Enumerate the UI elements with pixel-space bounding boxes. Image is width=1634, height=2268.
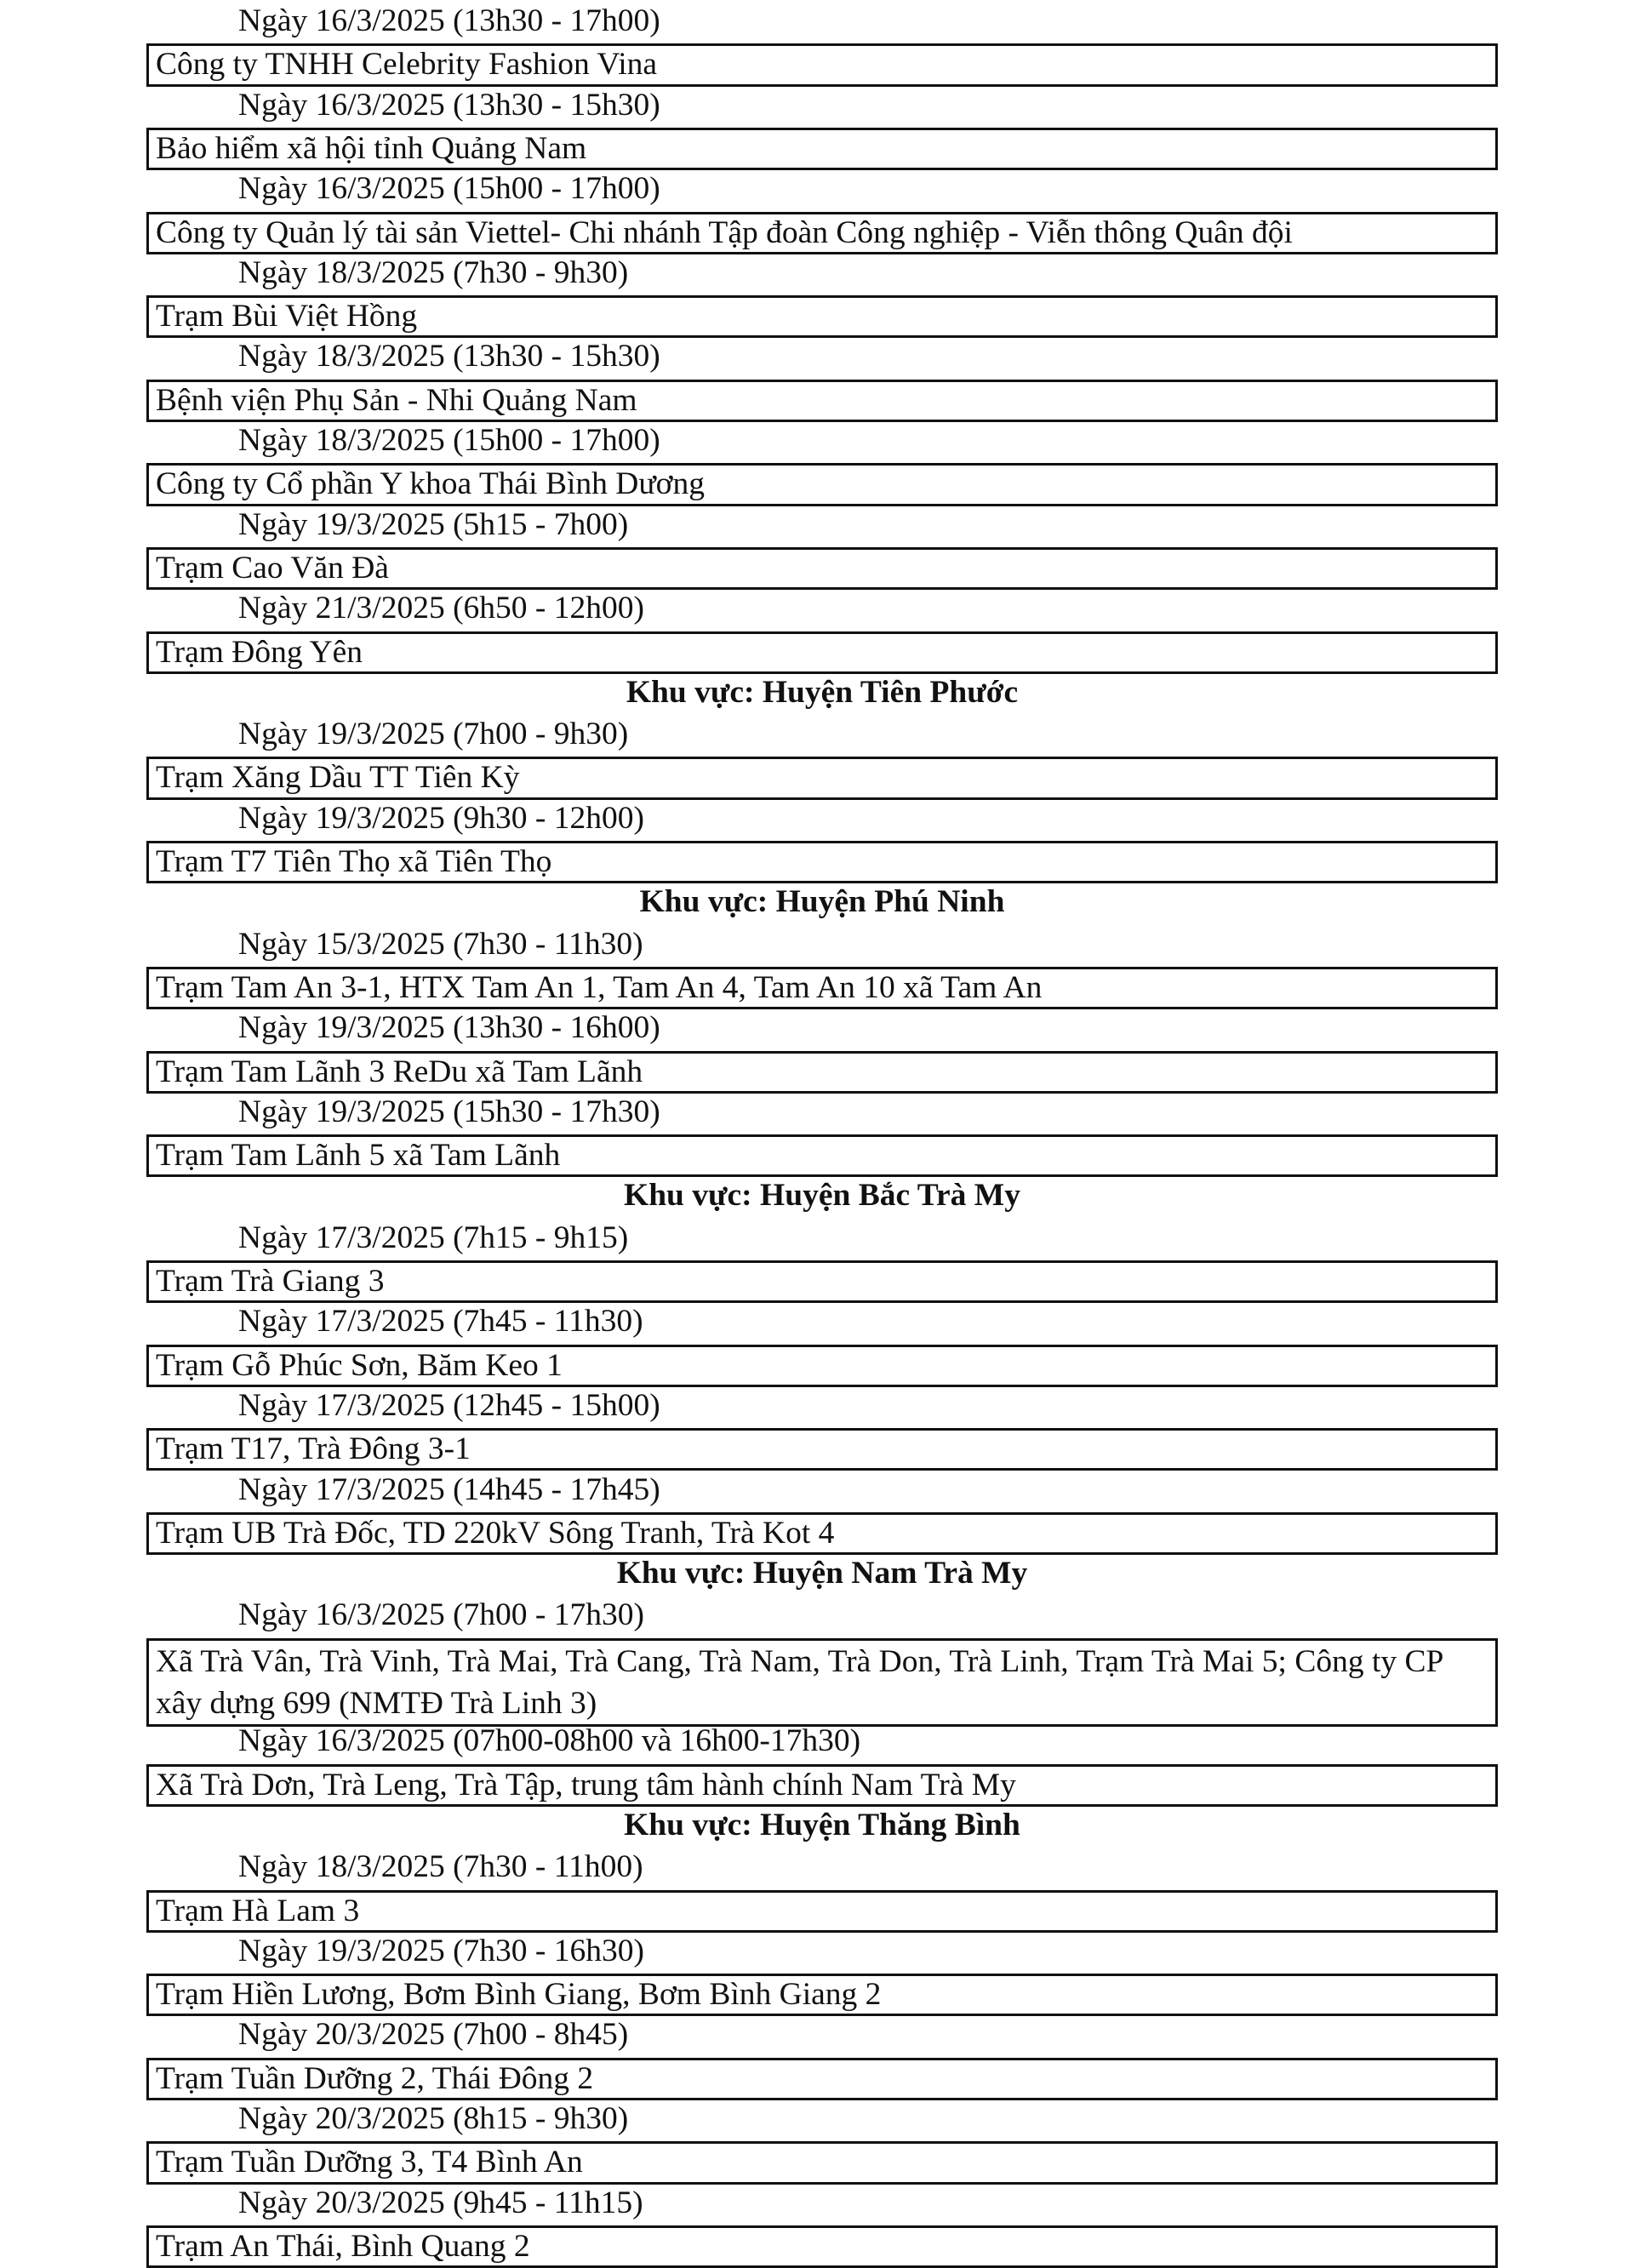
location-box: Trạm Tuần Dưỡng 2, Thái Đông 2 — [146, 2058, 1498, 2100]
location-box: Trạm T17, Trà Đông 3-1 — [146, 1428, 1498, 1471]
location-box: Bảo hiểm xã hội tỉnh Quảng Nam — [146, 128, 1498, 170]
location-box: Trạm Hà Lam 3 — [146, 1890, 1498, 1933]
location-box: Trạm An Thái, Bình Quang 2 — [146, 2225, 1498, 2268]
section-heading: Khu vực: Huyện Tiên Phước — [626, 674, 1019, 710]
location-box: Trạm T7 Tiên Thọ xã Tiên Thọ — [146, 841, 1498, 883]
location-box: Trạm Tam Lãnh 5 xã Tam Lãnh — [146, 1134, 1498, 1177]
schedule-date: Ngày 19/3/2025 (7h30 - 16h30) — [238, 1933, 645, 1968]
schedule-date: Ngày 16/3/2025 (13h30 - 15h30) — [238, 87, 660, 123]
location-box: Công ty TNHH Celebrity Fashion Vina — [146, 43, 1498, 86]
schedule-date: Ngày 16/3/2025 (7h00 - 17h30) — [238, 1597, 645, 1633]
schedule-date: Ngày 16/3/2025 (15h00 - 17h00) — [238, 171, 660, 207]
schedule-date: Ngày 18/3/2025 (15h00 - 17h00) — [238, 423, 660, 458]
schedule-date: Ngày 18/3/2025 (13h30 - 15h30) — [238, 339, 660, 374]
schedule-date: Ngày 20/3/2025 (9h45 - 11h15) — [238, 2185, 643, 2220]
location-box: Công ty Cổ phần Y khoa Thái Bình Dương — [146, 463, 1498, 506]
location-box: Trạm Gỗ Phúc Sơn, Băm Keo 1 — [146, 1345, 1498, 1387]
section-heading: Khu vực: Huyện Nam Trà My — [616, 1556, 1028, 1591]
schedule-date: Ngày 16/3/2025 (13h30 - 17h00) — [238, 3, 660, 38]
location-box: Trạm UB Trà Đốc, TD 220kV Sông Tranh, Trà Kot 4 — [146, 1512, 1498, 1555]
location-box: Trạm Xăng Dầu TT Tiên Kỳ — [146, 757, 1498, 799]
location-box: Trạm Cao Văn Đà — [146, 547, 1498, 590]
schedule-date: Ngày 18/3/2025 (7h30 - 9h30) — [238, 254, 629, 290]
location-box: Trạm Tam Lãnh 3 ReDu xã Tam Lãnh — [146, 1051, 1498, 1094]
section-heading: Khu vực: Huyện Phú Ninh — [639, 884, 1005, 920]
schedule-date: Ngày 19/3/2025 (5h15 - 7h00) — [238, 506, 629, 542]
schedule-date: Ngày 16/3/2025 (07h00-08h00 và 16h00-17h30) — [238, 1723, 861, 1759]
location-box: Trạm Đông Yên — [146, 631, 1498, 674]
schedule-date: Ngày 17/3/2025 (12h45 - 15h00) — [238, 1387, 660, 1423]
location-box: Trạm Bùi Việt Hồng — [146, 295, 1498, 338]
schedule-date: Ngày 19/3/2025 (9h30 - 12h00) — [238, 800, 645, 836]
schedule-date: Ngày 17/3/2025 (7h45 - 11h30) — [238, 1304, 643, 1340]
location-box: Xã Trà Vân, Trà Vinh, Trà Mai, Trà Cang, Trà Nam, Trà Don, Trà Linh, Trạm Trà Mai 5; Công ty CP xây dựng 699 (NMTĐ Trà Linh 3) — [146, 1638, 1498, 1727]
schedule-date: Ngày 15/3/2025 (7h30 - 11h30) — [238, 926, 643, 962]
location-box: Xã Trà Dơn, Trà Leng, Trà Tập, trung tâm hành chính Nam Trà My — [146, 1764, 1498, 1807]
location-box: Trạm Hiền Lương, Bơm Bình Giang, Bơm Bình Giang 2 — [146, 1974, 1498, 2016]
schedule-date: Ngày 19/3/2025 (7h00 - 9h30) — [238, 717, 629, 752]
location-box: Trạm Tuần Dưỡng 3, T4 Bình An — [146, 2141, 1498, 2184]
schedule-date: Ngày 17/3/2025 (7h15 - 9h15) — [238, 1220, 629, 1255]
section-heading: Khu vực: Huyện Thăng Bình — [624, 1807, 1020, 1842]
schedule-date: Ngày 20/3/2025 (7h00 - 8h45) — [238, 2017, 629, 2053]
schedule-date: Ngày 18/3/2025 (7h30 - 11h00) — [238, 1849, 643, 1885]
schedule-date: Ngày 19/3/2025 (13h30 - 16h00) — [238, 1010, 660, 1046]
location-box: Trạm Tam An 3-1, HTX Tam An 1, Tam An 4, Tam An 10 xã Tam An — [146, 967, 1498, 1009]
location-box: Bệnh viện Phụ Sản - Nhi Quảng Nam — [146, 380, 1498, 422]
location-box: Trạm Trà Giang 3 — [146, 1260, 1498, 1303]
location-box: Công ty Quản lý tài sản Viettel- Chi nhánh Tập đoàn Công nghiệp - Viễn thông Quân đội — [146, 212, 1498, 254]
schedule-date: Ngày 20/3/2025 (8h15 - 9h30) — [238, 2101, 629, 2136]
section-heading: Khu vực: Huyện Bắc Trà My — [624, 1178, 1020, 1214]
schedule-date: Ngày 19/3/2025 (15h30 - 17h30) — [238, 1094, 660, 1129]
schedule-date: Ngày 21/3/2025 (6h50 - 12h00) — [238, 591, 645, 626]
schedule-date: Ngày 17/3/2025 (14h45 - 17h45) — [238, 1471, 660, 1507]
